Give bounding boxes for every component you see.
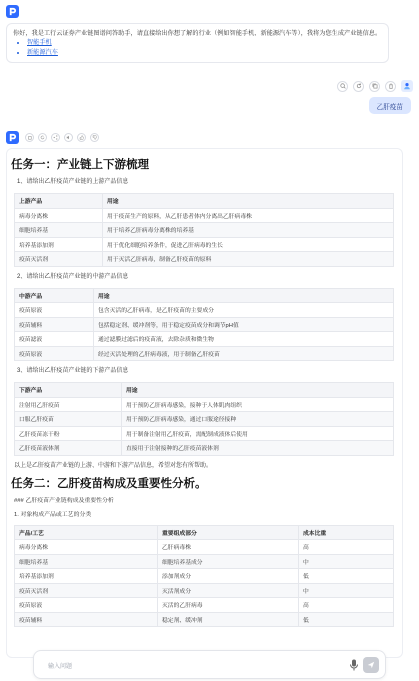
user-message-actions bbox=[337, 80, 413, 92]
table-header-row bbox=[15, 194, 394, 209]
table-row: 疫苗原液 经过灭活处理的乙肝病毒液，用于制备乙肝疫苗 bbox=[15, 346, 394, 361]
send-button[interactable] bbox=[363, 657, 379, 673]
user-avatar bbox=[401, 80, 413, 92]
table-row: 乙肝疫苗冻干粉 用于制备注射用乙肝疫苗，需配制成液体后使用 bbox=[15, 426, 394, 441]
table-row: 疫苗辅料 稳定剂、缓冲剂 低 bbox=[15, 612, 394, 627]
midstream-question: 2、请给出乙肝疫苗产业链的中游产品信息 bbox=[17, 273, 129, 280]
user-icon bbox=[403, 82, 411, 90]
chat-input[interactable]: 输入问题 bbox=[48, 664, 73, 670]
bot-logo-icon bbox=[8, 7, 17, 16]
task1-closing: 以上是乙肝疫苗产业链的上游、中游和下游产品信息，希望对您有所帮助。 bbox=[14, 462, 213, 469]
speaker-icon[interactable] bbox=[64, 133, 73, 142]
bot-answer bbox=[6, 148, 403, 658]
refresh-icon[interactable] bbox=[353, 81, 364, 92]
example-link-ev[interactable]: • 新能源汽车 bbox=[27, 48, 382, 58]
user-message-bubble: 乙肝疫苗 bbox=[369, 97, 411, 114]
composition-table bbox=[14, 525, 394, 628]
upstream-table bbox=[14, 193, 394, 267]
table-row: 疫苗滤液 通过滤膜过滤后的疫苗液，去除杂质和微生物 bbox=[15, 332, 394, 347]
column-header: 下游产品 bbox=[15, 383, 122, 398]
table-row: 疫苗辅料 包括稳定剂、缓冲剂等，用于稳定疫苗成分和调节pH值 bbox=[15, 317, 394, 332]
upstream-question: 1、请给出乙肝疫苗产业链的上游产品信息 bbox=[17, 179, 129, 185]
bot-avatar bbox=[6, 5, 19, 18]
bot-logo-icon bbox=[8, 133, 17, 142]
table-row: 疫苗灭活剂 灭活剂成分 中 bbox=[15, 583, 394, 598]
task2-subheading: ### 乙肝疫苗产业链构成及重要性分析 bbox=[14, 497, 114, 504]
intro-message bbox=[6, 23, 389, 63]
table-row: 培养基添加剂 用于优化细胞培养条件，促进乙肝病毒的生长 bbox=[15, 237, 394, 252]
task1-title: 任务一：产业链上下游梳理 bbox=[11, 159, 149, 171]
bot-response-header bbox=[6, 131, 99, 144]
column-header: 产品/工艺 bbox=[15, 525, 158, 540]
midstream-table bbox=[14, 288, 394, 362]
bot-avatar bbox=[6, 131, 19, 144]
table-row: 疫苗灭活剂 用于灭活乙肝病毒，制备乙肝疫苗的原料 bbox=[15, 252, 394, 267]
refresh-icon[interactable] bbox=[38, 133, 47, 142]
column-header: 上游产品 bbox=[15, 194, 103, 209]
table-header-row bbox=[15, 288, 394, 303]
table-header-row bbox=[15, 525, 394, 540]
downstream-table bbox=[14, 382, 394, 456]
share-icon[interactable] bbox=[51, 133, 60, 142]
microphone-icon[interactable] bbox=[349, 659, 359, 671]
table-row: 培养基添加剂 添加剂成分 低 bbox=[15, 569, 394, 584]
task2-section: 1. 对象构成产品或工艺的分类 bbox=[14, 511, 92, 518]
column-header: 重要组成部分 bbox=[158, 525, 299, 540]
delete-icon[interactable] bbox=[385, 81, 396, 92]
table-row: 疫苗原液 包含灭活的乙肝病毒，是乙肝疫苗的主要成分 bbox=[15, 303, 394, 318]
table-row: 细胞培养基 细胞培养基成分 中 bbox=[15, 554, 394, 569]
downstream-question: 3、请给出乙肝疫苗产业链的下游产品信息 bbox=[17, 368, 129, 374]
table-row: 注射用乙肝疫苗 用于预防乙肝病毒感染，接种于人体肌肉组织 bbox=[15, 397, 394, 412]
intro-text: 你好，我是工行云证券产业链图谱问答助手，请直接给出你想了解的行业（例如智能手机、新能源汽车等），我将为您生成产业链信息。 bbox=[13, 30, 382, 37]
task2-title: 任务二：乙肝疫苗构成及重要性分析。 bbox=[11, 477, 207, 490]
table-header-row bbox=[15, 383, 394, 398]
column-header: 用途 bbox=[122, 383, 394, 398]
example-links bbox=[13, 38, 382, 58]
copy-icon[interactable] bbox=[369, 81, 380, 92]
table-row: 疫苗原液 灭活的乙肝病毒 高 bbox=[15, 598, 394, 613]
table-row: 病毒分离株 乙肝病毒株 高 bbox=[15, 540, 394, 555]
thumbs-down-icon[interactable] bbox=[90, 133, 99, 142]
column-header: 中游产品 bbox=[15, 288, 94, 303]
table-row: 乙肝疫苗液体剂 直接用于注射接种的乙肝疫苗液体剂 bbox=[15, 441, 394, 456]
table-row: 病毒分离株 用于疫苗生产的原料，从乙肝患者体内分离出乙肝病毒株 bbox=[15, 208, 394, 223]
column-header: 用途 bbox=[94, 288, 394, 303]
chat-input-bar[interactable] bbox=[33, 650, 386, 679]
thumbs-up-icon[interactable] bbox=[77, 133, 86, 142]
column-header: 用途 bbox=[103, 194, 394, 209]
send-icon bbox=[367, 661, 375, 669]
search-icon[interactable] bbox=[337, 81, 348, 92]
example-link-smartphone[interactable]: • 智能手机 bbox=[27, 38, 382, 48]
bot-response-tools bbox=[25, 133, 99, 142]
table-row: 细胞培养基 用于培养乙肝病毒分离株的培养基 bbox=[15, 223, 394, 238]
column-header: 成本比重 bbox=[299, 525, 394, 540]
copy-icon[interactable] bbox=[25, 133, 34, 142]
table-row: 口服乙肝疫苗 用于预防乙肝病毒感染，通过口服途径接种 bbox=[15, 412, 394, 427]
